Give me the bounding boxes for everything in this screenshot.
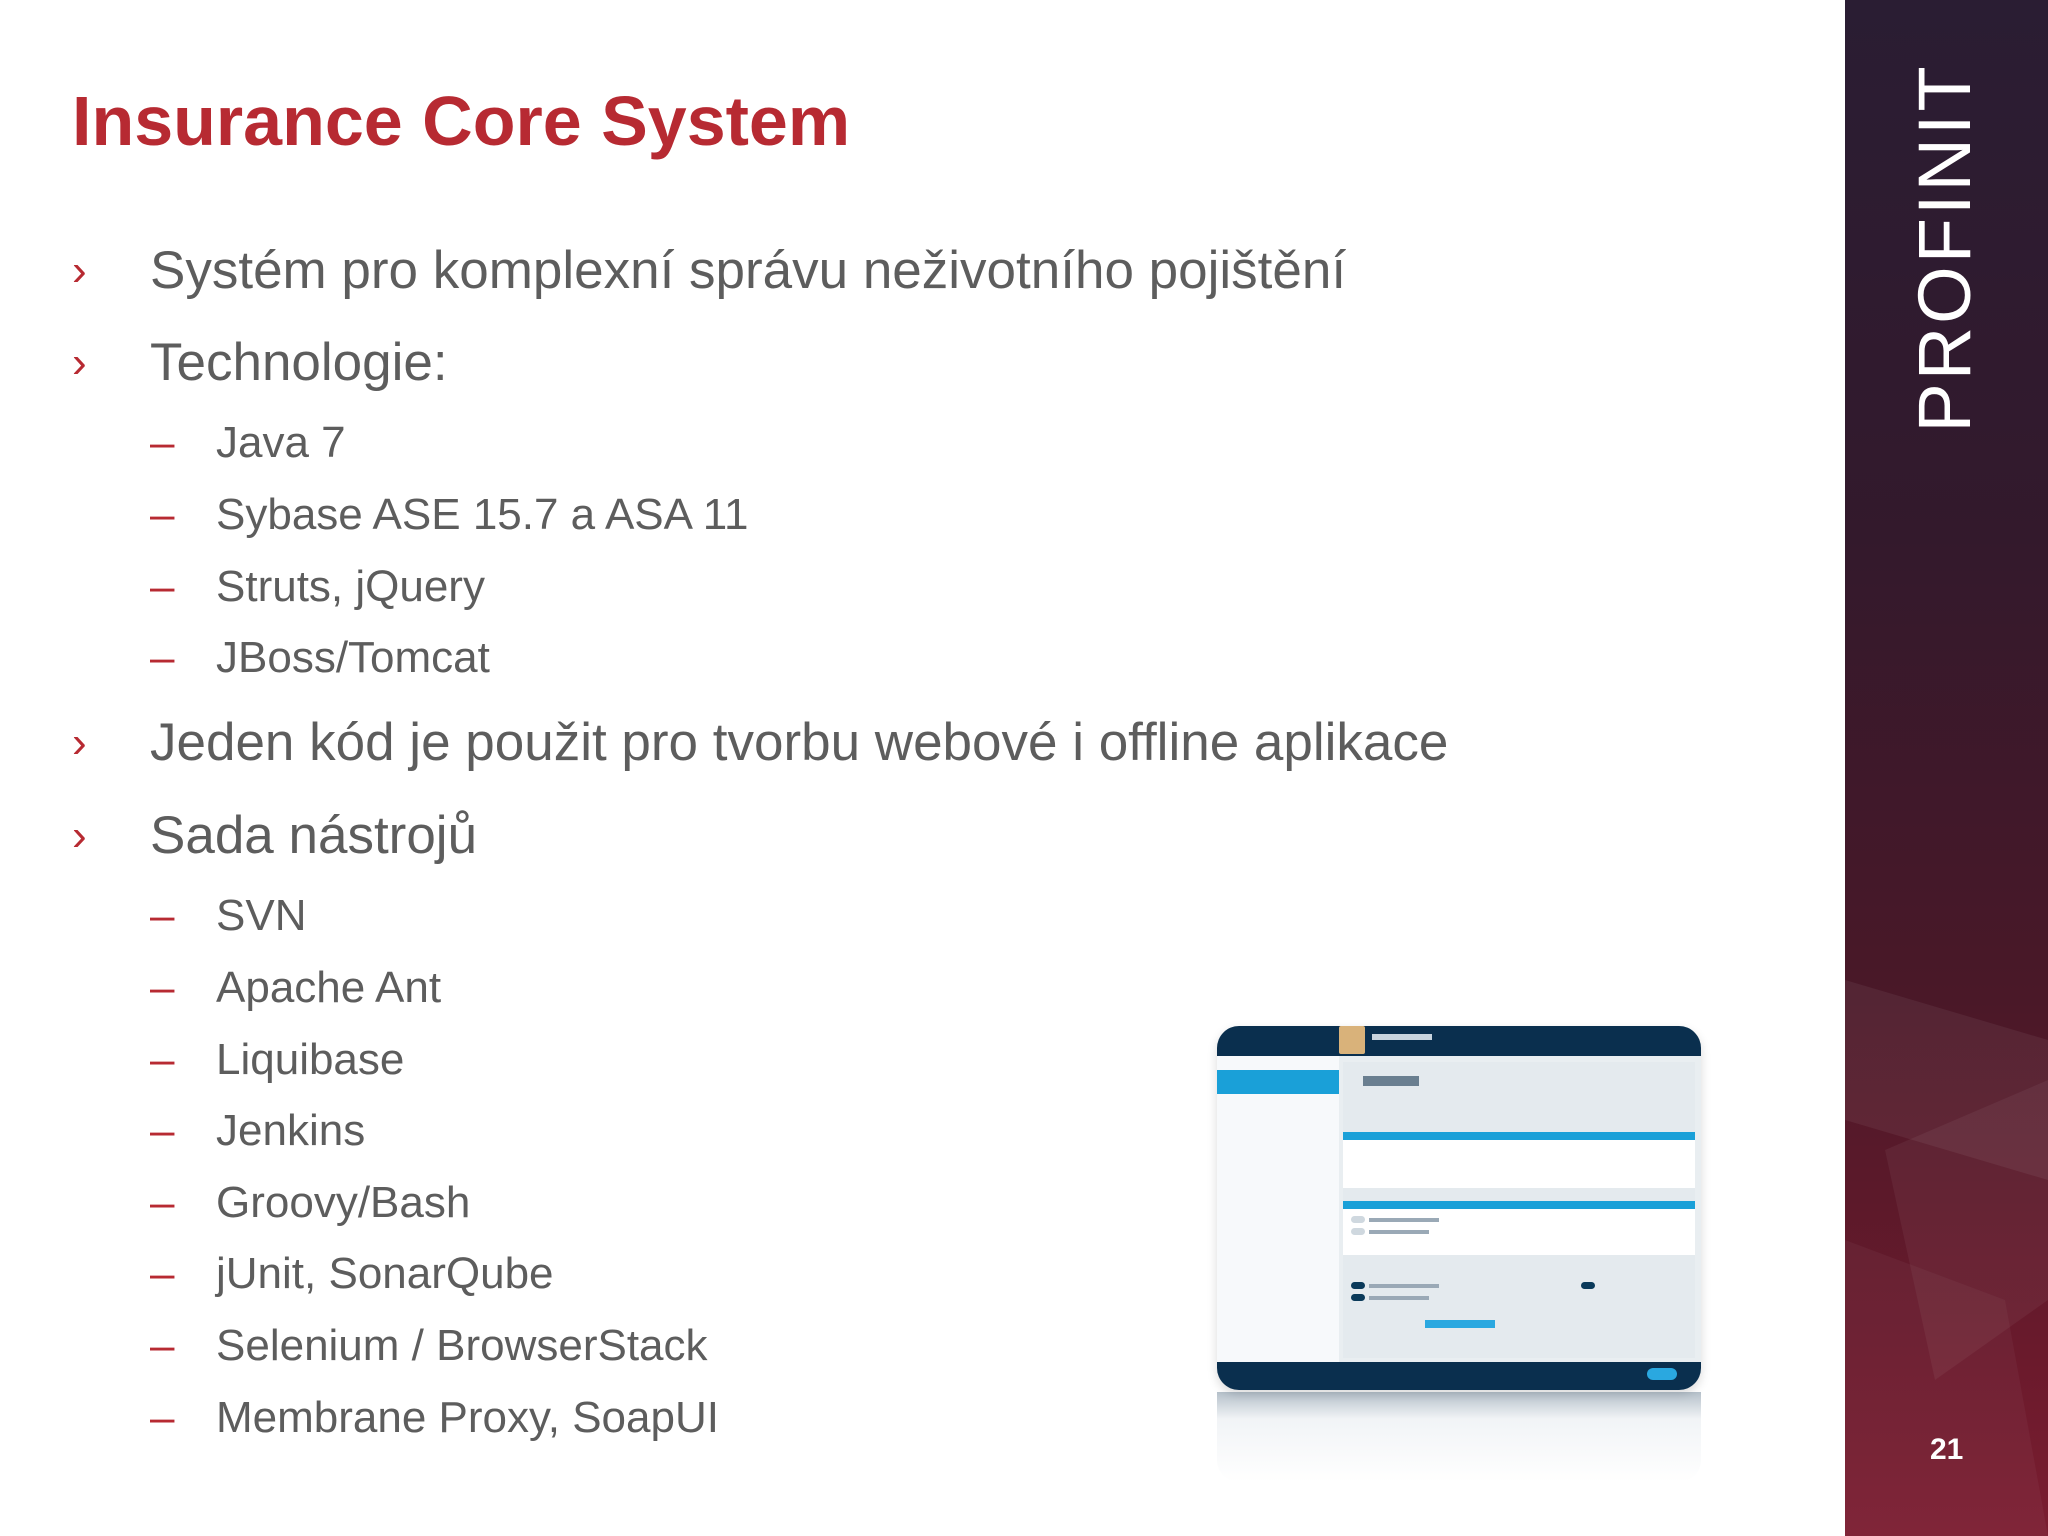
app-row xyxy=(1369,1296,1429,1300)
sub-bullet-marker: – xyxy=(150,562,175,611)
app-card xyxy=(1343,1132,1695,1188)
toggle-icon xyxy=(1351,1216,1365,1223)
app-screenshot-image xyxy=(1217,1026,1701,1390)
bullet-text: Systém pro komplexní správu neživotního pojištění xyxy=(150,241,1347,300)
sub-bullet-text: Struts, jQuery xyxy=(216,562,485,611)
sub-bullet-marker: – xyxy=(150,1035,175,1084)
app-left-panel-header xyxy=(1217,1070,1339,1094)
toggle-icon xyxy=(1351,1282,1365,1289)
sub-bullet-text: Membrane Proxy, SoapUI xyxy=(216,1393,719,1442)
app-product-name-placeholder xyxy=(1363,1076,1419,1086)
app-header-bar xyxy=(1217,1026,1701,1056)
sub-bullet-text: Liquibase xyxy=(216,1035,405,1084)
sub-bullet-text: JBoss/Tomcat xyxy=(216,633,490,682)
sub-bullet-text: Sybase ASE 15.7 a ASA 11 xyxy=(216,490,749,539)
sub-bullet-marker: – xyxy=(150,891,175,940)
sub-bullet-text: jUnit, SonarQube xyxy=(216,1249,554,1298)
sub-bullet-marker: – xyxy=(150,418,175,467)
app-row xyxy=(1369,1230,1429,1234)
bullet-text: Technologie: xyxy=(150,333,448,392)
app-footer-bar xyxy=(1217,1362,1701,1390)
app-screenshot-reflection xyxy=(1217,1392,1701,1482)
sub-bullet-marker: – xyxy=(150,1178,175,1227)
slide-title: Insurance Core System xyxy=(72,82,851,160)
sub-bullet-marker: – xyxy=(150,963,175,1012)
sub-bullet-marker: – xyxy=(150,490,175,539)
app-selected-option xyxy=(1425,1320,1495,1328)
app-row xyxy=(1369,1218,1439,1222)
toggle-icon xyxy=(1351,1294,1365,1301)
sub-bullet-text: Java 7 xyxy=(216,418,346,467)
bullet-marker: › xyxy=(72,718,87,767)
sub-bullet-marker: – xyxy=(150,1393,175,1442)
sub-bullet-marker: – xyxy=(150,633,175,682)
avatar xyxy=(1339,1026,1365,1054)
app-user-placeholder xyxy=(1372,1034,1432,1040)
sub-bullet-text: Apache Ant xyxy=(216,963,442,1012)
app-action-badge xyxy=(1647,1368,1677,1380)
sub-bullet-text: Selenium / BrowserStack xyxy=(216,1321,708,1370)
bullet-text: Sada nástrojů xyxy=(150,806,478,865)
bullet-marker: › xyxy=(72,338,87,387)
sub-bullet-marker: – xyxy=(150,1321,175,1370)
brand-logo: PROFINIT xyxy=(1903,63,1986,433)
app-left-panel xyxy=(1217,1056,1339,1362)
toggle-icon xyxy=(1351,1228,1365,1235)
sub-bullet-text: SVN xyxy=(216,891,307,940)
toggle-icon xyxy=(1581,1282,1595,1289)
sub-bullet-text: Jenkins xyxy=(216,1106,366,1155)
page-number: 21 xyxy=(1930,1433,1964,1466)
sub-bullet-marker: – xyxy=(150,1249,175,1298)
sub-bullet-text: Groovy/Bash xyxy=(216,1178,471,1227)
app-card xyxy=(1343,1201,1695,1255)
app-row xyxy=(1369,1284,1439,1288)
bullet-text: Jeden kód je použit pro tvorbu webové i offline aplikace xyxy=(150,713,1449,772)
sub-bullet-marker: – xyxy=(150,1106,175,1155)
bullet-marker: › xyxy=(72,811,87,860)
bullet-marker: › xyxy=(72,246,87,295)
